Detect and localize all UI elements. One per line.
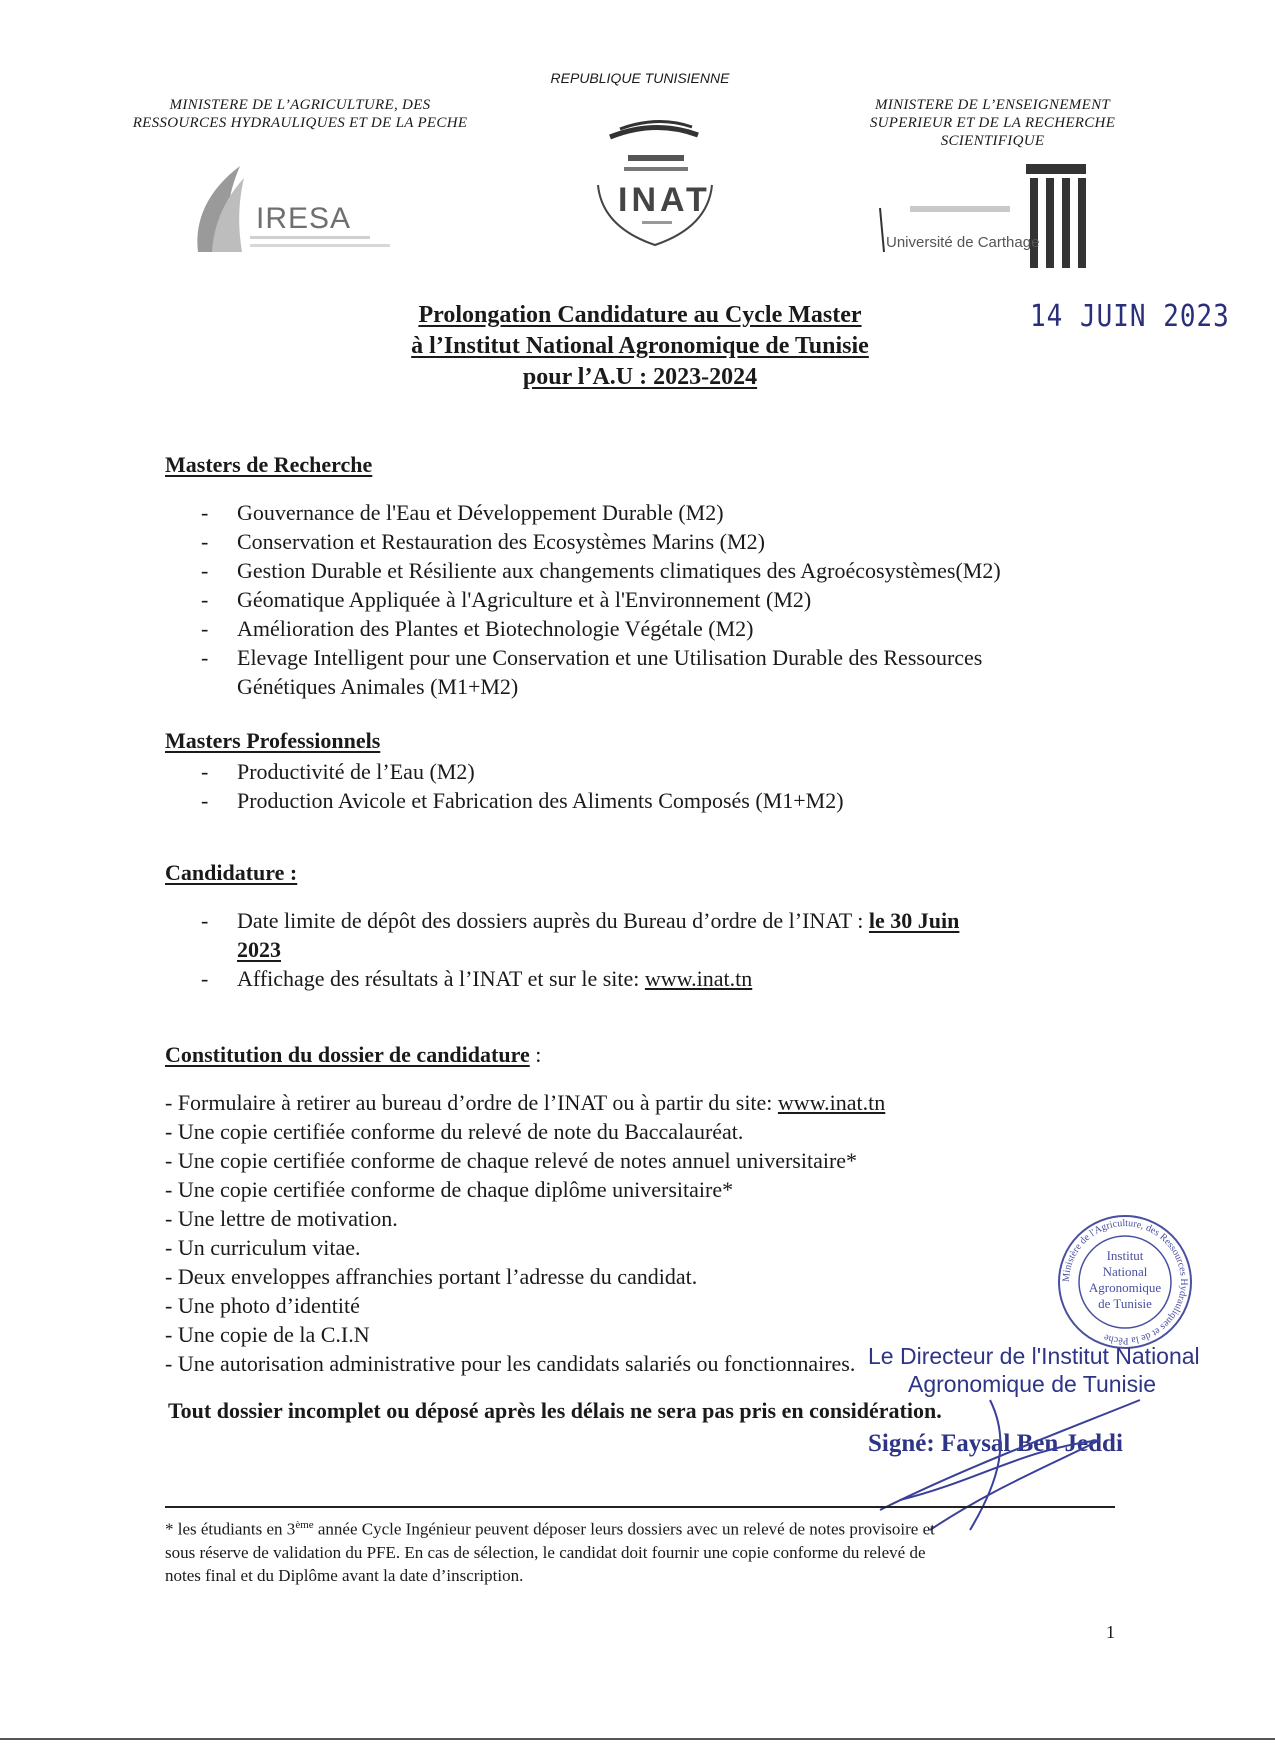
- right-ministry-header: MINISTERE DE L’ENSEIGNEMENT SUPERIEUR ET DE LA RECHERCHE SCIENTIFIQUE: [869, 97, 1116, 149]
- research-masters-heading: Masters de Recherche: [165, 452, 373, 477]
- professional-masters-heading: Masters Professionnels: [165, 728, 381, 753]
- carthage-logo: [870, 160, 1110, 280]
- inat-logo-text: INAT: [618, 181, 711, 219]
- list-item: - Une copie certifiée conforme de chaque diplôme universitaire*: [165, 1177, 734, 1202]
- form-website-link[interactable]: www.inat.tn: [777, 1090, 886, 1115]
- iresa-logo-text: IRESA: [256, 202, 352, 235]
- republic-header: REPUBLIQUE TUNISIENNE: [550, 70, 730, 86]
- candidature-list: [201, 906, 1077, 993]
- research-masters-list: [201, 498, 1001, 701]
- iresa-logo: [190, 160, 430, 260]
- list-item: - Une photo d’identité: [165, 1293, 360, 1318]
- list-item: - Géomatique Appliquée à l'Agriculture et à l'Environnement (M2): [201, 587, 812, 612]
- list-item: - Amélioration des Plantes et Biotechnologie Végétale (M2): [201, 616, 754, 641]
- left-ministry-header: MINISTERE DE L’AGRICULTURE, DES RESSOURCES HYDRAULIQUES ET DE LA PECHE: [132, 97, 468, 131]
- list-item-deadline: - Date limite de dépôt des dossiers auprès du Bureau d’ordre de l’INAT : le 30 Juin 2023: [201, 908, 960, 962]
- document-title: [300, 300, 980, 393]
- list-item: - Conservation et Restauration des Ecosystèmes Marins (M2): [201, 529, 765, 554]
- list-item: - Gestion Durable et Résiliente aux changements climatiques des Agroécosystèmes(M2): [201, 558, 1001, 583]
- list-item: - Deux enveloppes affranchies portant l’adresse du candidat.: [165, 1264, 698, 1289]
- list-item: - Production Avicole et Fabrication des Aliments Composés (M1+M2): [201, 788, 844, 813]
- footnote-divider: [165, 1506, 1115, 1508]
- inat-logo: [580, 115, 730, 255]
- carthage-columns-icon: [870, 160, 1110, 280]
- deadline-year: 2023: [237, 937, 281, 962]
- list-item: - Formulaire à retirer au bureau d’ordre de l’INAT ou à partir du site: www.inat.tn: [165, 1090, 886, 1115]
- list-item: - Productivité de l’Eau (M2): [201, 759, 475, 784]
- official-stamp: [1055, 1212, 1195, 1352]
- title-line-3: pour l’A.U : 2023-2024: [522, 364, 758, 390]
- title-line-1: Prolongation Candidature au Cycle Master: [418, 302, 862, 328]
- carthage-logo-text: Université de Carthage: [886, 234, 1040, 251]
- list-item: - Une copie de la C.I.N: [165, 1322, 370, 1347]
- inat-website-link[interactable]: www.inat.tn: [644, 966, 753, 991]
- list-item: - Elevage Intelligent pour une Conservation et une Utilisation Durable des Ressources: [201, 645, 983, 670]
- dossier-heading: Constitution du dossier de candidature: [165, 1042, 530, 1067]
- list-item-continuation: Génétiques Animales (M1+M2): [237, 674, 519, 699]
- title-line-2: à l’Institut National Agronomique de Tunisie: [411, 333, 869, 359]
- dossier-list: [165, 1088, 1185, 1378]
- stamp-ring-text: Ministère de l'Agriculture, des Ressources Hydrauliques et de la Pêche: [1060, 1217, 1190, 1347]
- page-number: 1: [1106, 1622, 1115, 1642]
- candidature-heading: Candidature :: [165, 860, 298, 885]
- signature: Signé: Faysal Ben Jeddi: [868, 1430, 1123, 1457]
- list-item: - Une lettre de motivation.: [165, 1206, 398, 1231]
- director-title: Le Directeur de l'Institut National Agronomique de Tunisie: [868, 1343, 1200, 1397]
- list-item-results: - Affichage des résultats à l’INAT et sur le site: www.inat.tn: [201, 966, 753, 991]
- stamp-center-text: Institut National Agronomique de Tunisie: [1088, 1248, 1162, 1311]
- footnote: * les étudiants en 3ème année Cycle Ingénieur peuvent déposer leurs dossiers avec un relevé de notes provisoire et sous réserve de validation du PFE. En cas de sélection, le candidat doit fournir une copie conforme du relevé de notes final et du Diplôme avant la date d’inscription.: [165, 1519, 935, 1585]
- professional-masters-list: [201, 757, 844, 815]
- list-item: - Une copie certifiée conforme de chaque relevé de notes annuel universitaire*: [165, 1148, 858, 1173]
- list-item: - Une autorisation administrative pour les candidats salariés ou fonctionnaires.: [165, 1351, 856, 1376]
- list-item: - Un curriculum vitae.: [165, 1235, 361, 1260]
- final-note: Tout dossier incomplet ou déposé après les délais ne sera pas pris en considération.: [168, 1398, 942, 1423]
- dossier-heading-wrap: Constitution du dossier de candidature :: [165, 1042, 542, 1067]
- list-item: - Gouvernance de l'Eau et Développement Durable (M2): [201, 500, 724, 525]
- date-stamp: 14 JUIN 2023: [1030, 299, 1230, 335]
- page-bottom-edge: [0, 1738, 1275, 1740]
- list-item: - Une copie certifiée conforme du relevé de note du Baccalauréat.: [165, 1119, 744, 1144]
- deadline-date: le 30 Juin: [868, 908, 960, 933]
